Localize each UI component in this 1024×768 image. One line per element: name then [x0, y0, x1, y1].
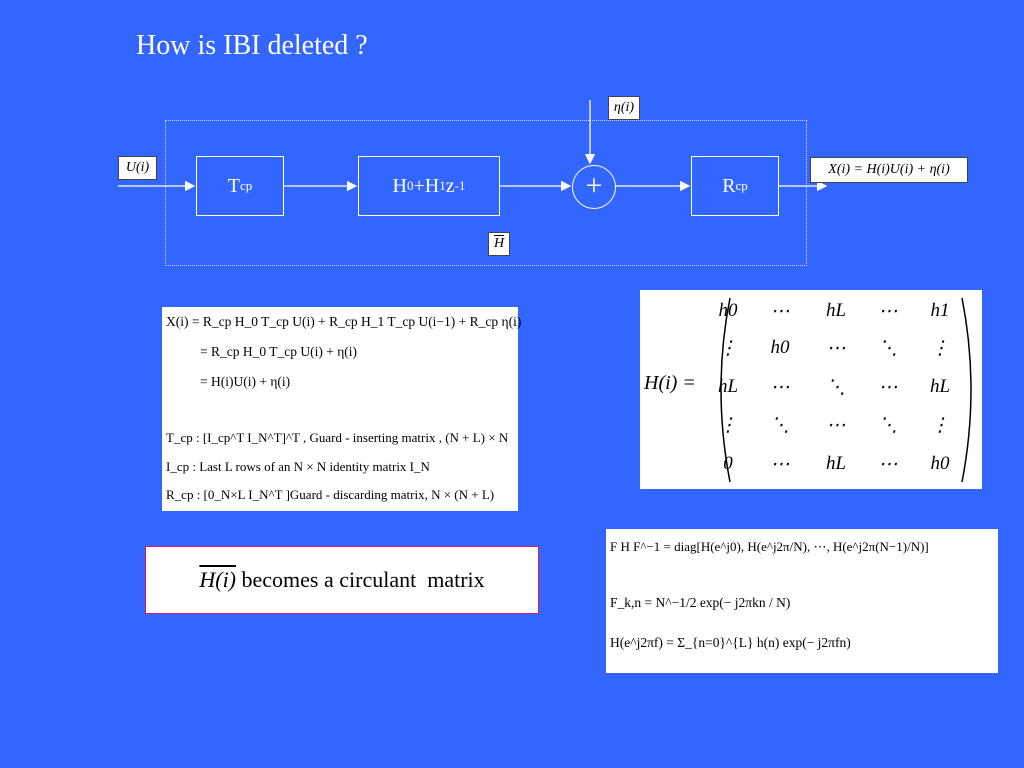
matrix-cell: ⋯ — [878, 301, 898, 322]
matrix-cell: ⋯ — [770, 454, 790, 475]
slide-title: How is IBI deleted ? — [136, 30, 368, 61]
matrix-cell: ⋯ — [878, 377, 898, 398]
matrix-cell: ⋱ — [878, 415, 898, 436]
circulant-text: becomes a circulant matrix — [236, 567, 485, 592]
matrix-cell: h0 — [718, 300, 738, 321]
matrix-cell: hL — [717, 376, 739, 397]
matrix-cell: h0 — [770, 337, 790, 358]
matrix-cell: 0 — [723, 453, 733, 474]
diagonalization-equation: F H F^−1 = diag[H(e^j0), H(e^j2π/N), ⋯, H(e^j2π(N−1)/N)] — [610, 539, 929, 554]
matrix-cell: ⋱ — [770, 415, 790, 436]
matrix-cell: h1 — [930, 300, 950, 321]
noise-label: η(i) — [608, 96, 640, 120]
circulant-symbol: H(i) — [199, 567, 237, 592]
input-signal-label: U(i) — [118, 156, 157, 180]
matrix-cell: ⋱ — [826, 377, 846, 398]
equations-panel — [162, 307, 522, 511]
matrix-cell: hL — [825, 300, 847, 321]
rcp-definition: R_cp : [0_N×L I_N^T ]Guard - discarding matrix, N × (N + L) — [166, 487, 495, 502]
matrix-cell: ⋮ — [718, 338, 738, 359]
cyclic-prefix-insertion-block: T cp — [196, 156, 284, 216]
dft-panel — [606, 529, 998, 673]
matrix-cell: hL — [825, 453, 847, 474]
channel-matrix-label: $\overline{H}$ — [488, 232, 510, 256]
tcp-definition: T_cp : [I_cp^T I_N^T]^T , Guard - inserting matrix , (N + L) × N — [166, 430, 509, 445]
equation-line-3: = H(i)U(i) + η(i) — [200, 374, 291, 389]
matrix-cell: ⋯ — [770, 377, 790, 398]
matrix-cell: ⋯ — [826, 415, 846, 436]
circulant-note — [145, 546, 539, 614]
frequency-response-definition: H(e^j2πf) = Σ_{n=0}^{L} h(n) exp(− j2πfn) — [610, 635, 851, 650]
equation-line-2: = R_cp H_0 T_cp U(i) + η(i) — [200, 344, 358, 359]
matrix-cell: ⋯ — [826, 338, 846, 359]
matrix-lhs: H(i) = — [644, 372, 696, 394]
channel-block: H 0 +H 1 z -1 — [358, 156, 500, 216]
matrix-cell: ⋯ — [878, 454, 898, 475]
matrix-cell: ⋱ — [878, 338, 898, 359]
matrix-cell: ⋮ — [930, 415, 950, 436]
matrix-cell: ⋮ — [718, 415, 738, 436]
matrix-cell: h0 — [930, 453, 950, 474]
matrix-cell: ⋯ — [770, 301, 790, 322]
cyclic-prefix-removal-block: R cp — [691, 156, 779, 216]
circulant-matrix-panel — [640, 290, 982, 489]
matrix-cell: ⋮ — [930, 338, 950, 359]
dft-matrix-definition: F_k,n = N^−1/2 exp(− j2πkn / N) — [610, 595, 791, 610]
equation-line-1: X(i) = R_cp H_0 T_cp U(i) + R_cp H_1 T_cp U(i−1) + R_cp η(i) — [166, 314, 522, 329]
matrix-cell: hL — [929, 376, 951, 397]
icp-definition: I_cp : Last L rows of an N × N identity matrix I_N — [166, 459, 430, 474]
output-signal-label: X(i) = H(i)U(i) + η(i) — [810, 157, 968, 183]
adder-node: + — [572, 165, 616, 209]
